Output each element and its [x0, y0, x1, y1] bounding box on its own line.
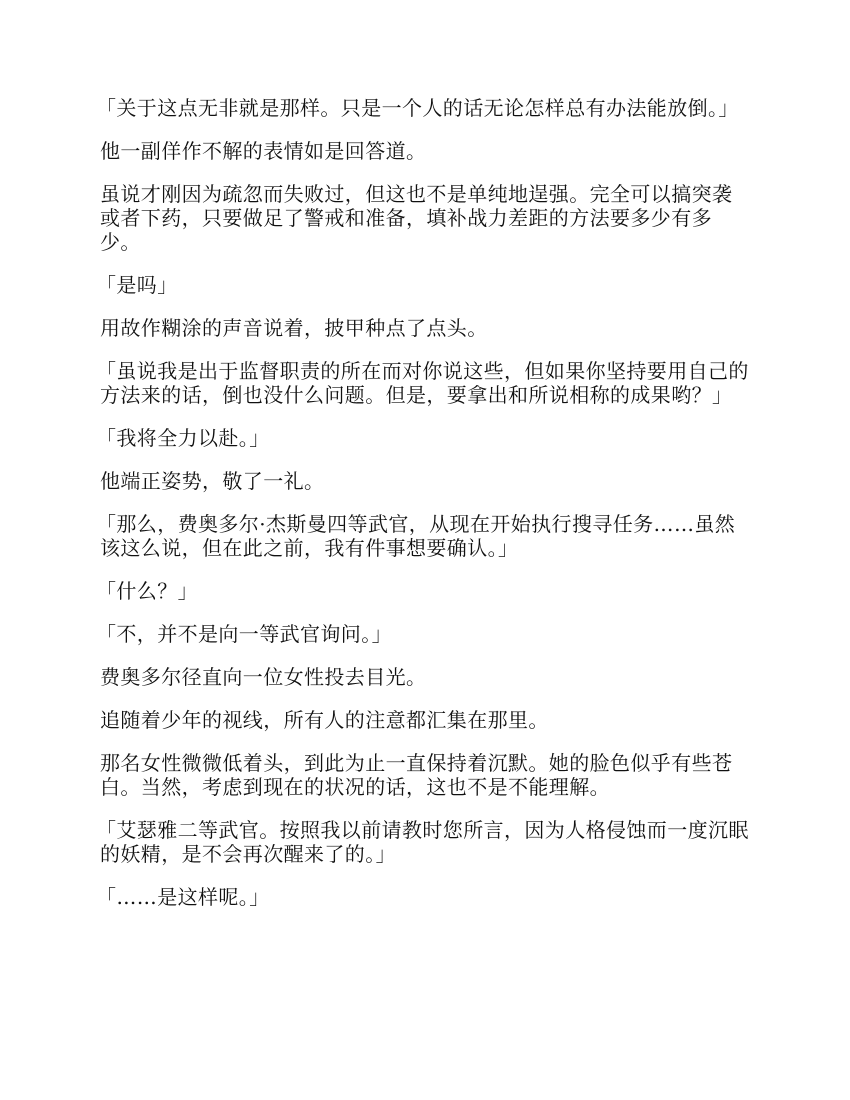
document-page	[96, 96, 750, 928]
paragraph: 他一副佯作不解的表情如是回答道。	[100, 139, 427, 163]
paragraph: 「什么？」	[96, 579, 198, 603]
paragraph: 「不，并不是向一等武官询问。」	[96, 622, 392, 646]
paragraph: 「虽说我是出于监督职责的所在而对你说这些，但如果你坚持要用自己的方法来的话，倒也没什么问题。但是，要拿出和所说相称的成果哟？」	[96, 359, 749, 407]
paragraph: 「那么，费奥多尔·杰斯曼四等武官，从现在开始执行搜寻任务……虽然该这么说，但在此之前，我有件事想要确认。」	[96, 512, 736, 560]
paragraph: 虽说才刚因为疏忽而失败过，但这也不是单纯地逞强。完全可以搞突袭或者下药，只要做足了警戒和准备，填补战力差距的方法要多少有多少。	[100, 182, 733, 254]
paragraph: 用故作糊涂的声音说着，披甲种点了点头。	[100, 316, 488, 340]
paragraph: 费奥多尔径直向一位女性投去目光。	[100, 665, 427, 689]
paragraph: 那名女性微微低着头，到此为止一直保持着沉默。她的脸色似乎有些苍白。当然，考虑到现在的状况的话，这也不是不能理解。	[100, 751, 733, 799]
paragraph: 「……是这样呢。」	[96, 885, 270, 909]
paragraph: 「我将全力以赴。」	[96, 426, 270, 450]
paragraph: 「关于这点无非就是那样。只是一个人的话无论怎样总有办法能放倒。」	[96, 96, 739, 120]
paragraph: 追随着少年的视线，所有人的注意都汇集在那里。	[100, 708, 549, 732]
paragraph: 「艾瑟雅二等武官。按照我以前请教时您所言，因为人格侵蚀而一度沉眠的妖精，是不会再次醒来了的。」	[96, 818, 749, 866]
paragraph: 他端正姿势，敬了一礼。	[100, 469, 325, 493]
paragraph: 「是吗」	[96, 273, 178, 297]
